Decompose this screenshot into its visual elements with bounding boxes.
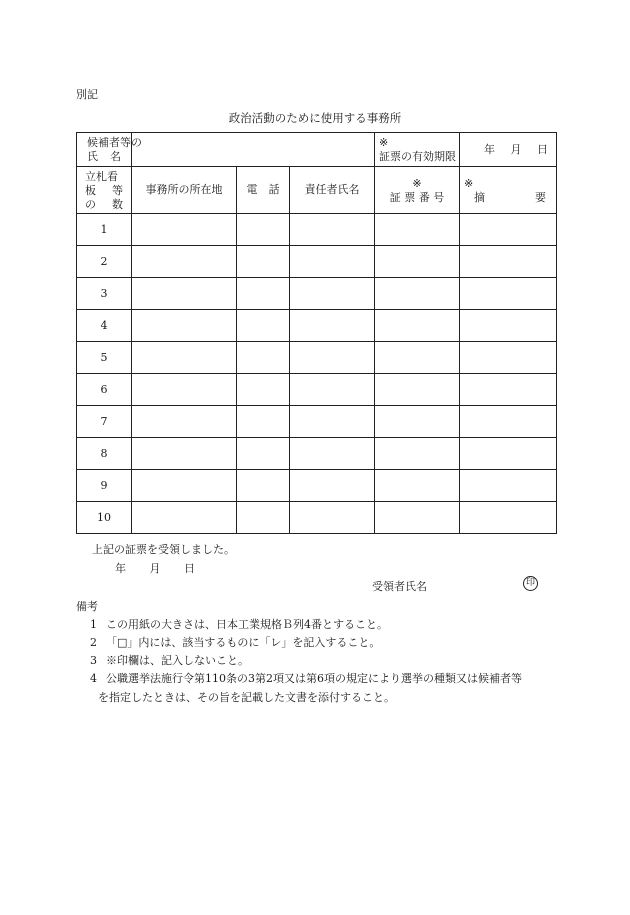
note-a: 摘 bbox=[474, 190, 486, 204]
validity-date-field[interactable]: 年 月 日 bbox=[460, 133, 557, 167]
col-address-header: 事務所の所在地 bbox=[132, 167, 237, 214]
candidate-label bbox=[77, 133, 142, 167]
note-item bbox=[90, 616, 388, 632]
person-cell[interactable] bbox=[290, 214, 375, 246]
phone-cell[interactable] bbox=[237, 374, 290, 406]
receiver-name-label: 受領者氏名 bbox=[372, 580, 427, 593]
validity-label-cell bbox=[375, 133, 460, 167]
candidate-label-mei: 名 bbox=[110, 149, 121, 163]
col-cert-header bbox=[375, 167, 460, 214]
note-cell[interactable] bbox=[460, 310, 557, 342]
address-cell[interactable] bbox=[132, 406, 237, 438]
row-number: 7 bbox=[77, 406, 132, 438]
note-cell[interactable] bbox=[460, 374, 557, 406]
annex-label: 別記 bbox=[76, 88, 98, 101]
candidate-row bbox=[77, 133, 557, 167]
table-row bbox=[77, 470, 557, 502]
row-number: 4 bbox=[77, 310, 132, 342]
row-number: 10 bbox=[77, 502, 132, 534]
note-number: 4 bbox=[90, 672, 97, 685]
note-cell[interactable] bbox=[460, 246, 557, 278]
seal-mark: 印 bbox=[523, 576, 538, 591]
cert-no-cell[interactable] bbox=[375, 438, 460, 470]
note-text: 「□」内には、該当するものに「レ」を記入すること。 bbox=[106, 636, 381, 649]
validity-label: 証票の有効期限 bbox=[379, 149, 457, 163]
phone-cell[interactable] bbox=[237, 278, 290, 310]
note-cell[interactable] bbox=[460, 406, 557, 438]
table-row bbox=[77, 438, 557, 470]
cert-mark: ※ bbox=[412, 176, 422, 190]
note-number: 3 bbox=[90, 654, 97, 667]
note-b: 要 bbox=[535, 190, 547, 204]
address-cell[interactable] bbox=[132, 246, 237, 278]
count-line2b: 等 bbox=[112, 184, 123, 197]
receipt-date: 年 月 日 bbox=[115, 562, 195, 575]
candidate-label-line1: 候補者等の bbox=[87, 135, 142, 149]
phone-cell[interactable] bbox=[237, 246, 290, 278]
cert-no-label: 証 票 番 号 bbox=[389, 190, 445, 204]
table-row bbox=[77, 310, 557, 342]
count-line3a: の bbox=[85, 198, 96, 211]
note-item bbox=[90, 652, 249, 668]
person-cell[interactable] bbox=[290, 438, 375, 470]
note-cell[interactable] bbox=[460, 470, 557, 502]
phone-cell[interactable] bbox=[237, 406, 290, 438]
address-cell[interactable] bbox=[132, 470, 237, 502]
address-cell[interactable] bbox=[132, 214, 237, 246]
phone-cell[interactable] bbox=[237, 214, 290, 246]
person-cell[interactable] bbox=[290, 342, 375, 374]
office-table bbox=[76, 132, 557, 534]
address-cell[interactable] bbox=[132, 310, 237, 342]
note-number: 2 bbox=[90, 636, 97, 649]
note-item bbox=[90, 670, 522, 686]
phone-cell[interactable] bbox=[237, 438, 290, 470]
cert-no-cell[interactable] bbox=[375, 374, 460, 406]
person-cell[interactable] bbox=[290, 502, 375, 534]
note-text: 公職選挙法施行令第110条の3第2項又は第6項の規定により選挙の種類又は候補者等 bbox=[106, 672, 522, 685]
person-cell[interactable] bbox=[290, 406, 375, 438]
document-title: 政治活動のために使用する事務所 bbox=[228, 111, 402, 125]
note-cell[interactable] bbox=[460, 214, 557, 246]
remarks-heading: 備考 bbox=[76, 600, 98, 613]
address-cell[interactable] bbox=[132, 342, 237, 374]
count-line1: 立札看 bbox=[85, 170, 118, 183]
note-text: この用紙の大きさは、日本工業規格Ｂ列4番とすること。 bbox=[106, 618, 388, 631]
cert-no-cell[interactable] bbox=[375, 470, 460, 502]
cert-no-cell[interactable] bbox=[375, 406, 460, 438]
note-cell[interactable] bbox=[460, 438, 557, 470]
note-cell[interactable] bbox=[460, 502, 557, 534]
table-row bbox=[77, 342, 557, 374]
note-mark: ※ bbox=[464, 176, 474, 190]
cert-no-cell[interactable] bbox=[375, 310, 460, 342]
count-line3b: 数 bbox=[112, 198, 123, 211]
candidate-name-field[interactable] bbox=[132, 133, 375, 167]
table-row bbox=[77, 214, 557, 246]
note-item bbox=[90, 634, 380, 650]
cert-no-cell[interactable] bbox=[375, 214, 460, 246]
address-cell[interactable] bbox=[132, 502, 237, 534]
phone-cell[interactable] bbox=[237, 310, 290, 342]
address-cell[interactable] bbox=[132, 438, 237, 470]
phone-cell[interactable] bbox=[237, 502, 290, 534]
table-row bbox=[77, 406, 557, 438]
col-person-header: 責任者氏名 bbox=[290, 167, 375, 214]
receipt-text: 上記の証票を受領しました。 bbox=[92, 543, 235, 556]
note-cell[interactable] bbox=[460, 278, 557, 310]
row-number: 6 bbox=[77, 374, 132, 406]
row-number: 3 bbox=[77, 278, 132, 310]
phone-cell[interactable] bbox=[237, 342, 290, 374]
row-number: 1 bbox=[77, 214, 132, 246]
note-cell[interactable] bbox=[460, 342, 557, 374]
row-number: 9 bbox=[77, 470, 132, 502]
cert-no-cell[interactable] bbox=[375, 342, 460, 374]
row-number: 5 bbox=[77, 342, 132, 374]
col-phone-header: 電 話 bbox=[237, 167, 290, 214]
person-cell[interactable] bbox=[290, 374, 375, 406]
col-note-header bbox=[460, 167, 557, 214]
table-row bbox=[77, 246, 557, 278]
person-cell[interactable] bbox=[290, 278, 375, 310]
note-text: ※印欄は、記入しないこと。 bbox=[106, 654, 249, 667]
cert-no-cell[interactable] bbox=[375, 502, 460, 534]
phone-cell[interactable] bbox=[237, 470, 290, 502]
person-cell[interactable] bbox=[290, 470, 375, 502]
row-number: 2 bbox=[77, 246, 132, 278]
cert-no-cell[interactable] bbox=[375, 278, 460, 310]
count-line2a: 板 bbox=[85, 184, 96, 197]
header-row bbox=[77, 167, 557, 214]
row-number: 8 bbox=[77, 438, 132, 470]
validity-mark: ※ bbox=[379, 135, 389, 149]
table-row bbox=[77, 502, 557, 534]
person-cell[interactable] bbox=[290, 246, 375, 278]
table-row bbox=[77, 278, 557, 310]
address-cell[interactable] bbox=[132, 278, 237, 310]
table-row bbox=[77, 374, 557, 406]
col-count-header bbox=[77, 167, 132, 214]
address-cell[interactable] bbox=[132, 374, 237, 406]
note-number: 1 bbox=[90, 618, 97, 631]
candidate-label-shi: 氏 bbox=[87, 149, 98, 163]
note-4-continued: を指定したときは、その旨を記載した文書を添付すること。 bbox=[98, 691, 395, 704]
cert-no-cell[interactable] bbox=[375, 246, 460, 278]
person-cell[interactable] bbox=[290, 310, 375, 342]
